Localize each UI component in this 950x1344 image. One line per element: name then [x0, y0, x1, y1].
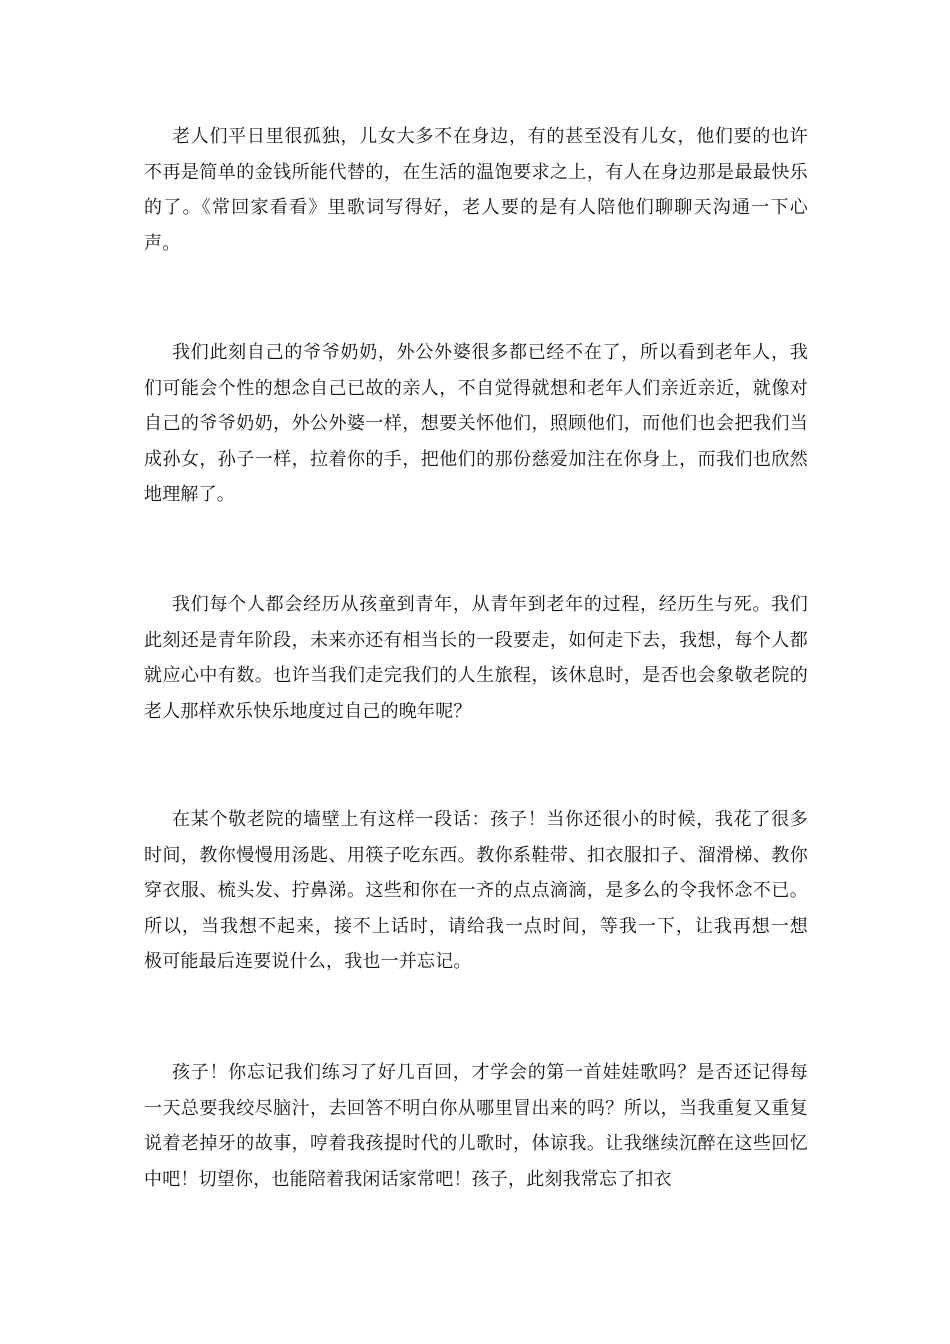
paragraph-2: 我们此刻自己的爷爷奶奶，外公外婆很多都已经不在了，所以看到老年人，我们可能会个性的想念自己已故的亲人，不自觉得就想和老年人们亲近亲近，就像对自己的爷爷奶奶，外公外婆一样，想要关怀他们，照顾他们，而他们也会把我们当成孙女，孙子一样，拉着你的手，把他们的那份慈爱加注在你身上，而我们也欣然地理解了。 [144, 342, 808, 505]
paragraph-3: 我们每个人都会经历从孩童到青年，从青年到老年的过程，经历生与死。我们此刻还是青年阶段，未来亦还有相当长的一段要走，如何走下去，我想，每个人都就应心中有数。也许当我们走完我们的人生旅程，该休息时，是否也会象敬老院的老人那样欢乐快乐地度过自己的晚年呢？ [144, 594, 808, 722]
paragraph-5: 孩子！你忘记我们练习了好几百回，才学会的第一首娃娃歌吗？是否还记得每一天总要我绞尽脑汁，去回答不明白你从哪里冒出来的吗？所以，当我重复又重复说着老掉牙的故事，哼着我孩提时代的儿歌时，体谅我。让我继续沉醉在这些回忆中吧！切望你，也能陪着我闲话家常吧！孩子，此刻我常忘了扣衣 [144, 1062, 808, 1190]
paragraph-4: 在某个敬老院的墙壁上有这样一段话：孩子！当你还很小的时候，我花了很多时间，教你慢慢用汤匙、用筷子吃东西。教你系鞋带、扣衣服扣子、溜滑梯、教你穿衣服、梳头发、拧鼻涕。这些和你在一齐的点点滴滴，是多么的令我怀念不已。所以，当我想不起来，接不上话时，请给我一点时间，等我一下，让我再想一想 极可能最后连要说什么，我也一并忘记。 [144, 809, 820, 972]
paragraph-1: 老人们平日里很孤独，儿女大多不在身边，有的甚至没有儿女，他们要的也许不再是简单的金钱所能代替的，在生活的温饱要求之上，有人在身边那是最最快乐的了。《常回家看看》里歌词写得好，老人要的是有人陪他们聊聊天沟通一下心声。 [144, 126, 808, 254]
